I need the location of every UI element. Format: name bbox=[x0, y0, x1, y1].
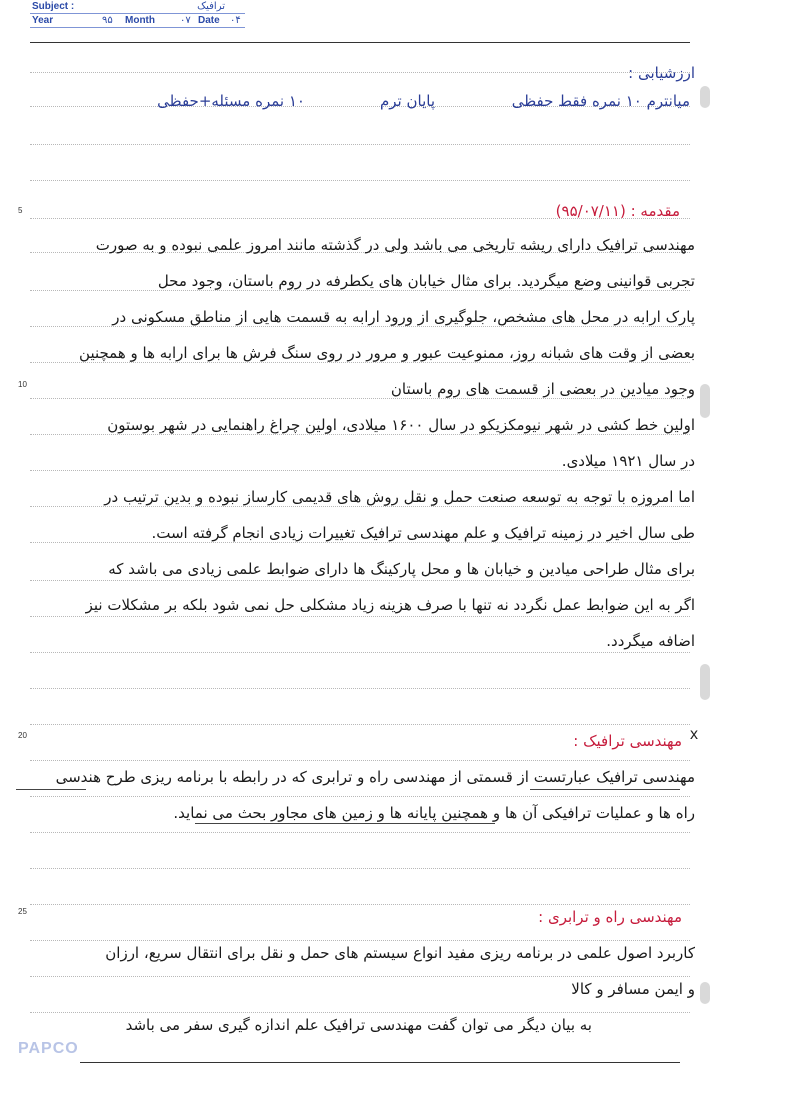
ruled-line bbox=[30, 1012, 690, 1013]
text-line: طی سال اخیر در زمینه ترافیک و علم مهندسی ترافیک تغییرات زیادی انجام گرفته است. bbox=[151, 524, 695, 542]
ruled-line bbox=[30, 904, 690, 905]
date-label: Date bbox=[198, 15, 220, 26]
evaluation-final: پایان ترم bbox=[379, 92, 435, 110]
subject-label: Subject : bbox=[32, 1, 75, 12]
bottom-rule bbox=[80, 1062, 680, 1063]
month-label: Month bbox=[125, 15, 155, 26]
papco-watermark: PAPCO bbox=[18, 1040, 79, 1057]
underline bbox=[195, 823, 495, 824]
road-eng-heading: مهندسی راه و ترابری : bbox=[538, 908, 682, 926]
text-line: به بیان دیگر می توان گفت مهندسی ترافیک علم اندازه گیری سفر می باشد bbox=[125, 1016, 592, 1034]
subject-row bbox=[30, 0, 245, 14]
page-edge-mark bbox=[700, 86, 710, 108]
date-value: ۰۴ bbox=[230, 15, 241, 26]
text-line: اولین خط کشی در شهر نیومکزیکو در سال ۱۶۰۰ میلادی، اولین چراغ راهنمایی در شهر بوستون bbox=[107, 416, 695, 434]
text-line: اما امروزه با توجه به توسعه صنعت حمل و نقل روش های قدیمی کارساز نبوده و بدین ترتیب در bbox=[104, 488, 695, 506]
evaluation-row bbox=[30, 92, 690, 118]
text-line: وجود میادین در بعضی از قسمت های روم باستان bbox=[390, 380, 695, 398]
page-edge-mark bbox=[700, 664, 710, 700]
ruled-line bbox=[30, 976, 690, 977]
text-line: پارک ارابه در محل های مشخص، جلوگیری از ورود ارابه به قسمت هایی از مناطق مسکونی در bbox=[112, 308, 695, 326]
ruled-line bbox=[30, 616, 690, 617]
intro-heading: مقدمه : (۹۵/۰۷/۱۱) bbox=[555, 202, 680, 220]
margin-number: 25 bbox=[18, 907, 27, 916]
x-mark-icon: x bbox=[690, 726, 698, 743]
ruled-line bbox=[30, 652, 690, 653]
subject-value: ترافیک bbox=[197, 1, 225, 12]
margin-number: 5 bbox=[18, 206, 23, 215]
margin-number: 20 bbox=[18, 731, 27, 740]
underline bbox=[530, 789, 680, 790]
month-value: ۰۷ bbox=[180, 15, 191, 26]
ruled-line bbox=[30, 180, 690, 181]
text-line: در سال ۱۹۲۱ میلادی. bbox=[561, 452, 695, 470]
page-edge-mark bbox=[700, 384, 710, 418]
top-rule bbox=[30, 42, 690, 43]
text-line: راه ها و عملیات ترافیکی آن ها و همچنین پایانه ها و زمین های مجاور بحث می نماید. bbox=[173, 804, 695, 822]
ruled-line bbox=[30, 760, 690, 761]
underline bbox=[16, 789, 86, 790]
ruled-line bbox=[30, 580, 690, 581]
ruled-line bbox=[30, 796, 690, 797]
ruled-line bbox=[30, 940, 690, 941]
text-line: کاربرد اصول علمی در برنامه ریزی مفید انواع سیستم های حمل و نقل برای انتقال سریع، ارزان bbox=[105, 944, 695, 962]
ruled-line bbox=[30, 832, 690, 833]
text-line: برای مثال طراحی میادین و خیابان ها و محل پارکینگ ها دارای ضوابط علمی زیادی می باشد که bbox=[108, 560, 695, 578]
margin-number: 10 bbox=[18, 380, 27, 389]
ruled-line bbox=[30, 868, 690, 869]
evaluation-final-score: ۱۰ نمره مسئله+حفظی bbox=[157, 92, 305, 110]
year-value: ۹۵ bbox=[102, 15, 113, 26]
text-line: مهندسی ترافیک عبارتست از قسمتی از مهندسی راه و ترابری که در رابطه با برنامه ریزی طرح هندسی bbox=[55, 768, 695, 786]
evaluation-midterm: میانترم ۱۰ نمره فقط حفظی bbox=[511, 92, 690, 110]
date-row bbox=[30, 14, 245, 28]
text-line: تجربی قوانینی وضع میگردید. برای مثال خیابان های یکطرفه در روم باستان، وجود محل bbox=[157, 272, 695, 290]
ruled-line bbox=[30, 144, 690, 145]
page-edge-mark bbox=[700, 982, 710, 1004]
text-line: و ایمن مسافر و کالا bbox=[571, 980, 695, 998]
traffic-eng-heading: مهندسی ترافیک : bbox=[573, 732, 682, 750]
text-line: اگر به این ضوابط عمل نگردد نه تنها با صرف هزینه زیاد مشکلی حل نمی شود بلکه بر مشکلات نیز bbox=[85, 596, 695, 614]
page-header bbox=[30, 0, 245, 28]
text-line: اضافه میگردد. bbox=[606, 632, 695, 650]
year-label: Year bbox=[32, 15, 54, 26]
ruled-line bbox=[30, 688, 690, 689]
evaluation-title: ارزشیابی : bbox=[628, 64, 695, 82]
ruled-line bbox=[30, 724, 690, 725]
text-line: مهندسی ترافیک دارای ریشه تاریخی می باشد ولی در گذشته مانند امروز علمی نبوده و به صورت bbox=[95, 236, 695, 254]
text-line: بعضی از وقت های شبانه روز، ممنوعیت عبور و مرور در روی سنگ فرش ها برای ارابه ها و همچنین bbox=[79, 344, 695, 362]
